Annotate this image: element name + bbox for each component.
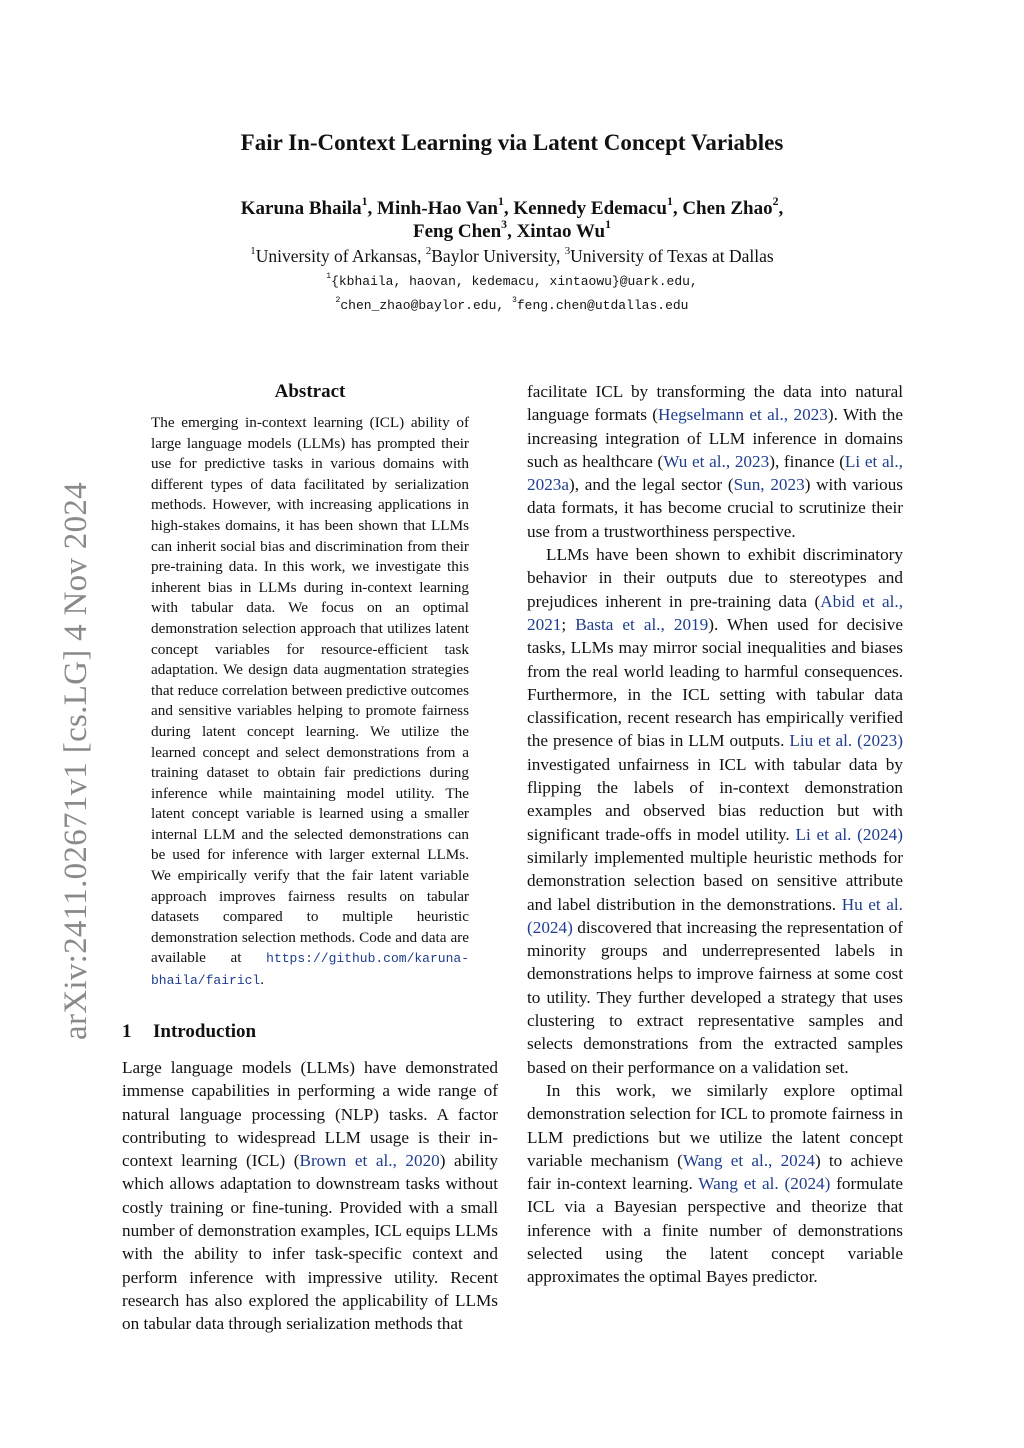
separator: , [367,198,378,219]
affiliation-mark: 1 [326,272,332,282]
separator: , [778,198,784,219]
email-address: feng.chen@utdallas.edu [516,298,689,313]
citation-link[interactable]: Liu et al. (2023) [789,731,903,751]
separator: , [503,198,514,219]
intro-text: ) ability which allows adaptation to downstream tasks without costly training or fine-tuning. Provided with a small number of demonstration examples, ICL equips LLMs with the ability to infer task-specific context and perform inference with impressive utility. Recent research has also explored the applicability of LLMs on tabular data through serialization methods that [122,1151,498,1334]
abstract-heading: Abstract [274,381,346,402]
intro-text: Large language models (LLMs) have demonstrated immense capabilities in performing a wide range of natural language processing (NLP) tasks. A factor contributing to widespread LLM usage is their in-context learning (ICL) ( [122,1058,498,1171]
affiliation-mark: 1 [250,244,256,257]
citation-link[interactable]: Basta et al., 2019 [575,614,709,634]
intro-text: ; [561,614,576,634]
citation-link[interactable]: Sun, 2023 [733,475,805,495]
intro-text: In this work, we similarly explore optimal demonstration selection for ICL to promote fairness in LLM predictions but we utilize the latent concept variable mechanism ( [527,1080,903,1170]
arxiv-identifier: arXiv:2411.02671v1 [cs.LG] 4 Nov 2024 [58,482,94,1040]
separator: , [507,221,517,242]
author-list [0,217,1024,243]
citation-link[interactable]: Wu et al., 2023 [663,451,770,471]
section-number: 1 [122,1021,132,1042]
citation-link[interactable]: Brown et al., 2020 [299,1151,440,1171]
author: Chen Zhao [682,198,773,219]
intro-text: ). With the increasing integration of LLM inference in domains such as healthcare ( [527,405,903,471]
affiliations [0,246,1024,267]
abstract-body [151,413,469,992]
code-link[interactable]: https://github.com/karuna-bhaila/fairicl [151,951,469,989]
affiliation-mark: 3 [512,296,517,306]
citation-link[interactable]: Hegselmann et al., 2023 [658,405,828,425]
affiliation-mark: 2 [335,296,341,306]
affiliation-mark: 1 [497,194,504,208]
intro-text: ) to achieve fair in-context learning. [527,1150,903,1194]
intro-paragraph [527,1079,903,1289]
separator: , [672,198,683,219]
affiliation: Baylor University [431,246,556,266]
affiliation-mark: 3 [564,244,571,257]
affiliation-mark: 1 [666,194,673,208]
left-column [122,1056,498,1336]
citation-link[interactable]: Hu et al. (2024) [527,894,903,937]
citation-link[interactable]: Abid et al., 2021 [527,591,903,634]
author: Minh-Hao Van [377,198,498,219]
abstract-end: . [260,971,265,989]
citation-link[interactable]: Li et al., 2023a [527,451,903,495]
citation-link[interactable]: Li et al. (2024) [795,824,903,844]
right-column [527,380,903,1289]
separator: , [556,246,565,266]
author: Karuna Bhaila [240,198,362,219]
affiliation-mark: 3 [501,217,508,231]
citation-link[interactable]: Wang et al. (2024) [698,1174,831,1194]
section-heading [122,1021,256,1043]
intro-paragraph [122,1056,498,1336]
affiliation-mark: 1 [361,194,368,208]
separator [504,298,512,313]
intro-text: ) with various data formats, it has become crucial to scrutinize their use from a trustworthiness perspective. [527,475,903,541]
intro-paragraph [527,380,903,543]
intro-text: investigated unfairness in ICL with tabular data by flipping the labels of in-context demonstration examples and observed bias reduction but with significant trade-offs in model utility. [527,754,903,844]
email-line [0,298,1024,313]
affiliation: University of Arkansas [255,246,418,266]
affiliation-mark: 1 [605,217,611,231]
section-title: Introduction [153,1021,257,1042]
affiliation-mark: 2 [772,194,779,208]
email-address: chen_zhao@baylor.edu, [340,298,505,313]
citation-link[interactable]: Wang et al., 2024 [682,1150,815,1170]
author: Kennedy Edemacu [513,198,667,219]
separator: , [417,246,426,266]
intro-text: ), finance ( [769,451,845,471]
intro-text: LLMs have been shown to exhibit discriminatory behavior in their outputs due to stereotypes and prejudices inherent in pre-training data ( [527,545,903,611]
author: Feng Chen [413,221,502,242]
intro-paragraph [527,543,903,1079]
affiliation: University of Texas at Dallas [570,246,774,266]
affiliation-mark: 2 [425,244,432,257]
intro-text: ). When used for decisive tasks, LLMs may mirror social inequalities and biases from the real world leading to harmful consequences. Furthermore, in the ICL setting with tabular data classification, recent research has empirically verified the presence of bias in LLM outputs. [527,614,903,751]
intro-text: similarly implemented multiple heuristic methods for demonstration selection based on sensitive attribute and label distribution in the demonstrations. [527,847,903,914]
author: Xintao Wu [516,221,606,242]
author-list [0,194,1024,220]
intro-text: formulate ICL via a Bayesian perspective and theorize that inference with a finite number of demonstrations selected using the latent concept variable approximates the optimal Bayes predictor. [527,1174,903,1287]
intro-text: discovered that increasing the representation of minority groups and underrepresented labels in demonstrations helps to improve fairness at some cost to utility. They further developed a strategy that uses clustering to extract representative samples and selects demonstrations from the extracted samples based on their performance on a validation set. [527,917,903,1077]
intro-text: facilitate ICL by transforming the data into natural language formats ( [527,382,903,425]
intro-text: ), and the legal sector ( [569,475,734,495]
email-address: {kbhaila, haovan, kedemacu, xintaowu}@uark.edu, [331,274,698,289]
email-line [0,274,1024,289]
paper-title: Fair In-Context Learning via Latent Concept Variables [240,130,784,155]
abstract-text: The emerging in-context learning (ICL) ability of large language models (LLMs) has prompted their use for predictive tasks in various domains with different types of data facilitated by serialization methods. However, with increasing applications in high-stakes domains, it has been shown that LLMs can inherit social bias and discrimination from their pre-training data. In this work, we investigate this inherent bias in LLMs during in-context learning with tabular data. We focus on an optimal demonstration selection approach that utilizes latent concept variables for resource-efficient task adaptation. We design data augmentation strategies that reduce correlation between predictive outcomes and sensitive variables helping to promote fairness during latent concept learning. We utilize the learned concept and select demonstrations from a training dataset to obtain fair predictions during inference while maintaining model utility. The latent concept variable is learned using a smaller internal LLM and the selected demonstrations can be used for inference with larger external LLMs. We empirically verify that the fair latent variable approach improves fairness results on tabular datasets compared to multiple heuristic demonstration selection methods. Code and data are available at [151,414,469,967]
